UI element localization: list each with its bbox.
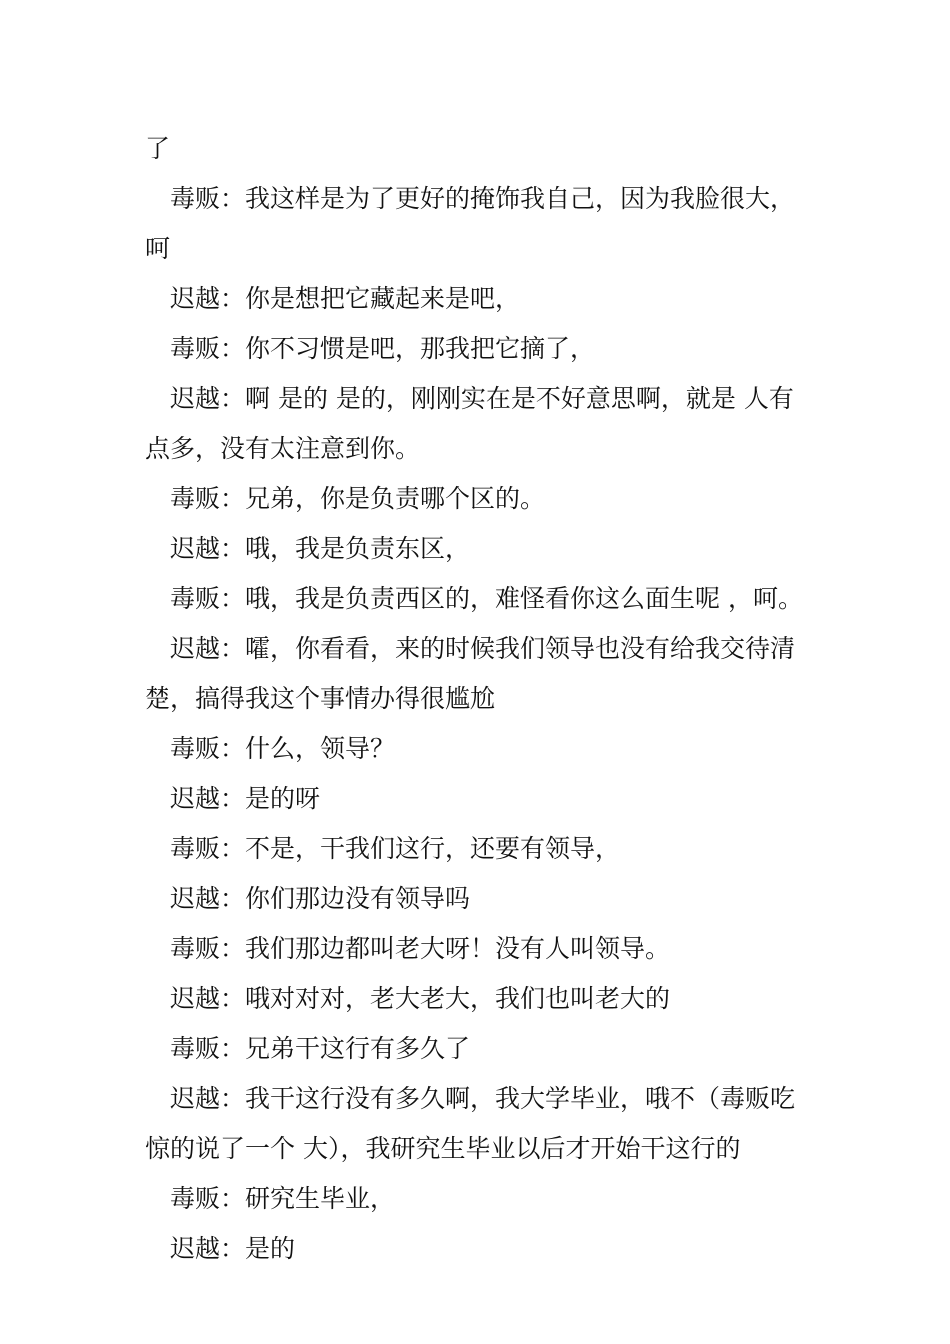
paragraph-10: 迟越：是的呀 <box>170 784 321 813</box>
paragraph-6: 迟越：哦，我是负责东区， <box>170 534 471 563</box>
paragraph-18: 迟越：是的 <box>170 1234 296 1263</box>
paragraph-4: 迟越：啊 是的 是的，刚刚实在是不好意思啊，就是 人有点多，没有太注意到你。 <box>145 384 794 463</box>
paragraph-8: 迟越：嚯，你看看，来的时候我们领导也没有给我交待清楚，搞得我这个事情办得很尴尬 <box>145 634 796 713</box>
paragraph-0: 了 <box>145 134 171 163</box>
paragraph-5: 毒贩：兄弟，你是负责哪个区的。 <box>170 484 546 513</box>
paragraph-13: 毒贩：我们那边都叫老大呀！没有人叫领导。 <box>170 934 671 963</box>
paragraph-17: 毒贩：研究生毕业， <box>170 1184 396 1213</box>
paragraph-12: 迟越：你们那边没有领导吗 <box>170 884 471 913</box>
paragraph-16: 迟越：我干这行没有多久啊，我大学毕业，哦不（毒贩吃惊的说了一个 大），我研究生毕业以后才开始干这行的 <box>145 1084 796 1163</box>
paragraph-15: 毒贩：兄弟干这行有多久了 <box>170 1034 471 1063</box>
paragraph-9: 毒贩：什么，领导？ <box>170 734 396 763</box>
paragraph-2: 迟越：你是想把它藏起来是吧， <box>170 284 521 313</box>
paragraph-7: 毒贩：哦，我是负责西区的，难怪看你这么面生呢 ，呵。 <box>170 584 803 613</box>
dialogue-text-block <box>145 124 810 1274</box>
paragraph-3: 毒贩：你不习惯是吧，那我把它摘了， <box>170 334 596 363</box>
paragraph-14: 迟越：哦对对对，老大老大，我们也叫老大的 <box>170 984 671 1013</box>
paragraph-1: 毒贩：我这样是为了更好的掩饰我自己，因为我脸很大，呵 <box>145 184 796 263</box>
paragraph-11: 毒贩：不是，干我们这行，还要有领导， <box>170 834 621 863</box>
